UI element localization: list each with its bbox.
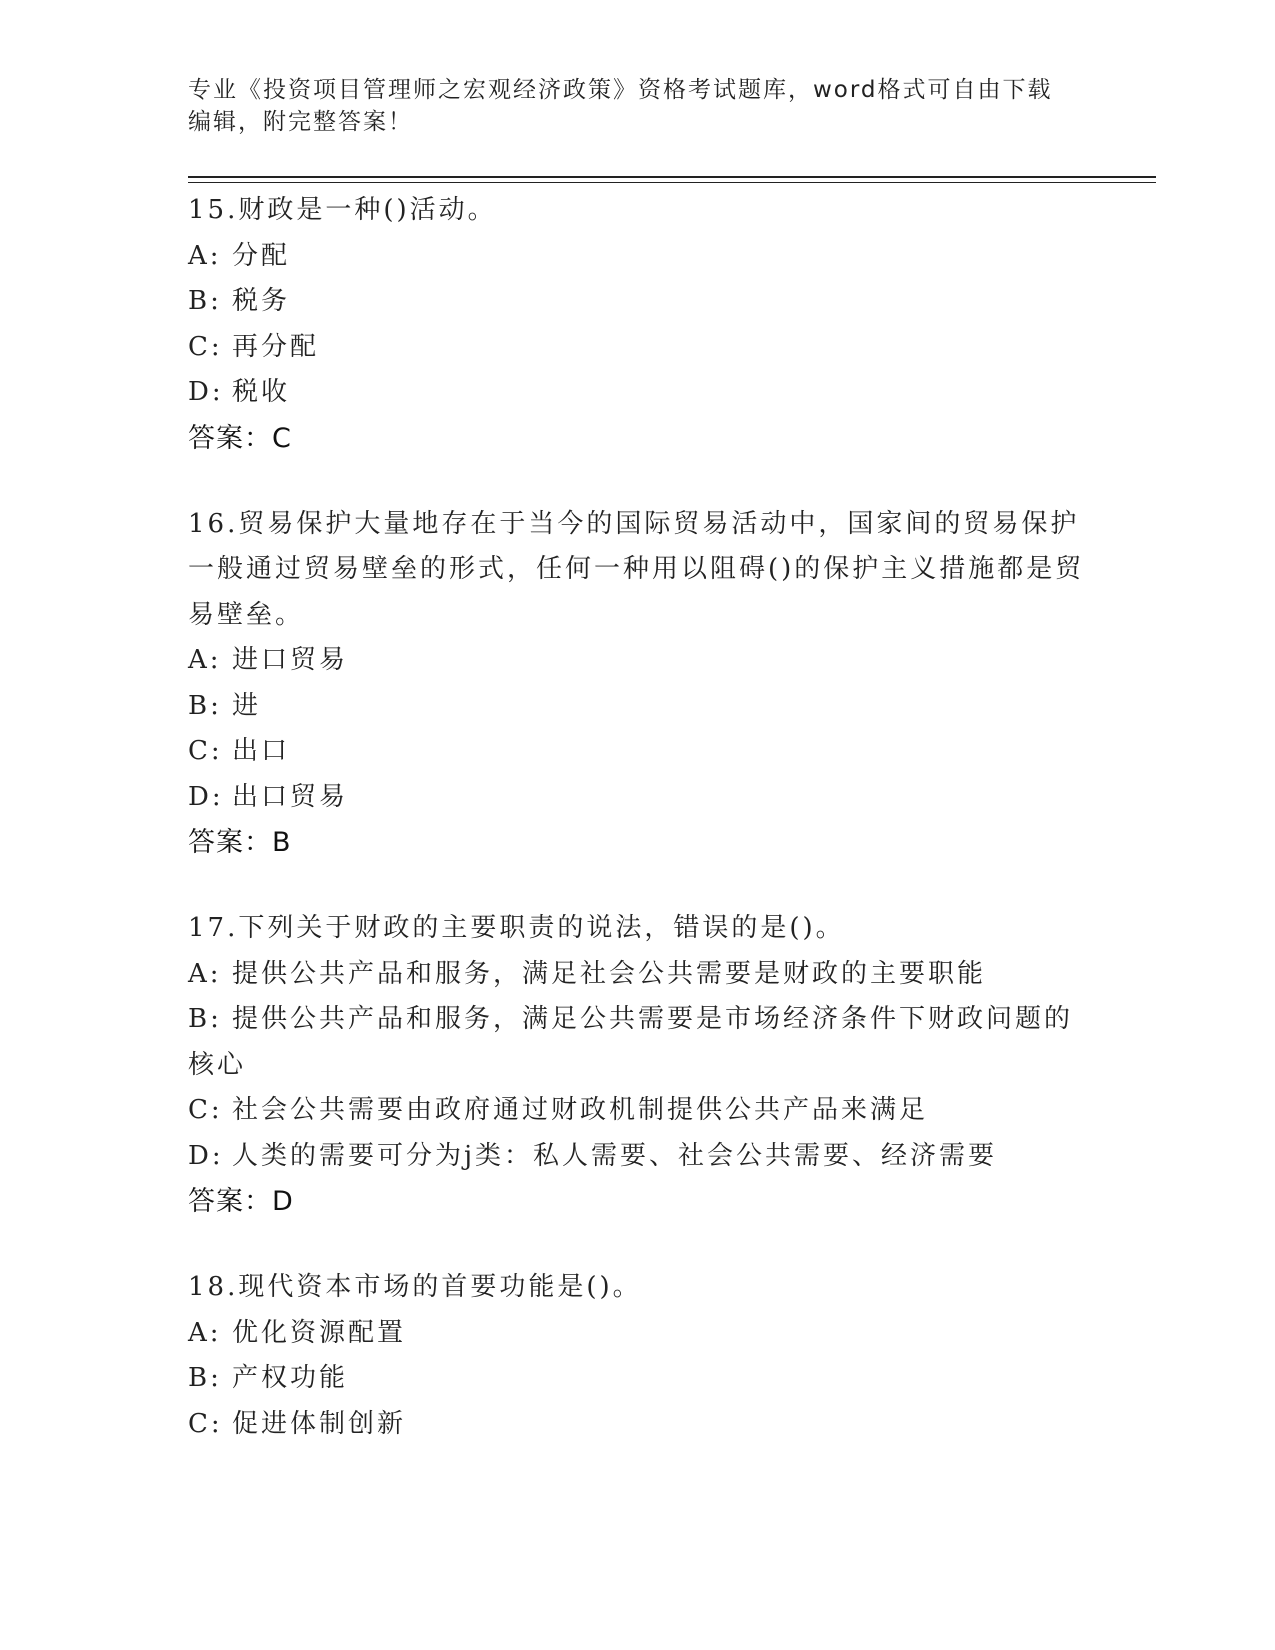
question-stem: 16.贸易保护大量地存在于当今的国际贸易活动中，国家间的贸易保护一般通过贸易壁垒的形式，任何一种用以阻碍()的保护主义措施都是贸易壁垒。 [188,508,1085,630]
option-b [188,997,1088,1088]
option-letter: A: [188,645,222,675]
header-rule-thin [188,182,1156,183]
question-list [188,188,1088,1487]
option-text: 税收 [232,377,291,407]
answer-line: 答案：C [188,422,292,454]
option-letter: B: [188,286,222,316]
option-letter: C: [188,1095,223,1125]
question-16 [188,502,1088,867]
option-text: 提供公共产品和服务，满足社会公共需要是财政的主要职能 [232,958,987,989]
option-text: 人类的需要可分为j类：私人需要、社会公共需要、经济需要 [232,1140,998,1171]
option-letter: C: [188,1408,223,1439]
option-text: 优化资源配置 [232,1317,407,1348]
option-letter: D: [188,377,224,407]
option-text: 出口 [232,736,291,766]
document-header: 专业《投资项目管理师之宏观经济政策》资格考试题库，word格式可自由下载编辑，附完整答案！ [188,77,1053,135]
option-text: 税务 [232,286,291,316]
option-letter: B: [188,1363,222,1393]
option-letter: A: [188,958,222,989]
option-a [188,952,1088,998]
option-text: 进口贸易 [232,645,349,675]
header-rule-thick [188,176,1156,178]
question-17 [188,906,1088,1225]
option-c [188,1402,1088,1448]
question-stem: 15.财政是一种()活动。 [188,195,497,225]
option-c [188,325,1088,371]
option-a [188,638,1088,684]
option-text: 出口贸易 [232,781,349,812]
question-stem: 17.下列关于财政的主要职责的说法，错误的是()。 [188,913,845,943]
option-letter: B: [188,690,222,721]
option-letter: C: [188,736,223,766]
question-stem: 18.现代资本市场的首要功能是()。 [188,1272,642,1302]
option-d [188,370,1088,416]
option-letter: A: [188,240,222,271]
option-d [188,1134,1088,1180]
question-15 [188,188,1088,462]
answer-line: 答案：D [188,1186,294,1217]
option-text: 提供公共产品和服务，满足公共需要是市场经济条件下财政问题的核心 [188,1004,1074,1080]
option-c [188,1088,1088,1134]
option-text: 促进体制创新 [232,1408,407,1439]
option-text: 产权功能 [232,1363,349,1393]
question-18 [188,1265,1088,1447]
answer-line: 答案：B [188,827,292,858]
option-letter: D: [188,781,224,812]
option-a [188,1311,1088,1357]
option-letter: D: [188,1140,224,1171]
option-letter: B: [188,1004,222,1034]
option-letter: A: [188,1317,222,1348]
option-d [188,775,1088,821]
option-b [188,1356,1088,1402]
option-letter: C: [188,331,223,362]
option-text: 社会公共需要由政府通过财政机制提供公共产品来满足 [232,1095,929,1125]
option-text: 进 [232,690,262,721]
option-text: 再分配 [232,331,320,362]
option-a [188,234,1088,280]
option-c [188,729,1088,775]
option-b [188,684,1088,730]
option-text: 分配 [232,240,291,271]
option-b [188,279,1088,325]
